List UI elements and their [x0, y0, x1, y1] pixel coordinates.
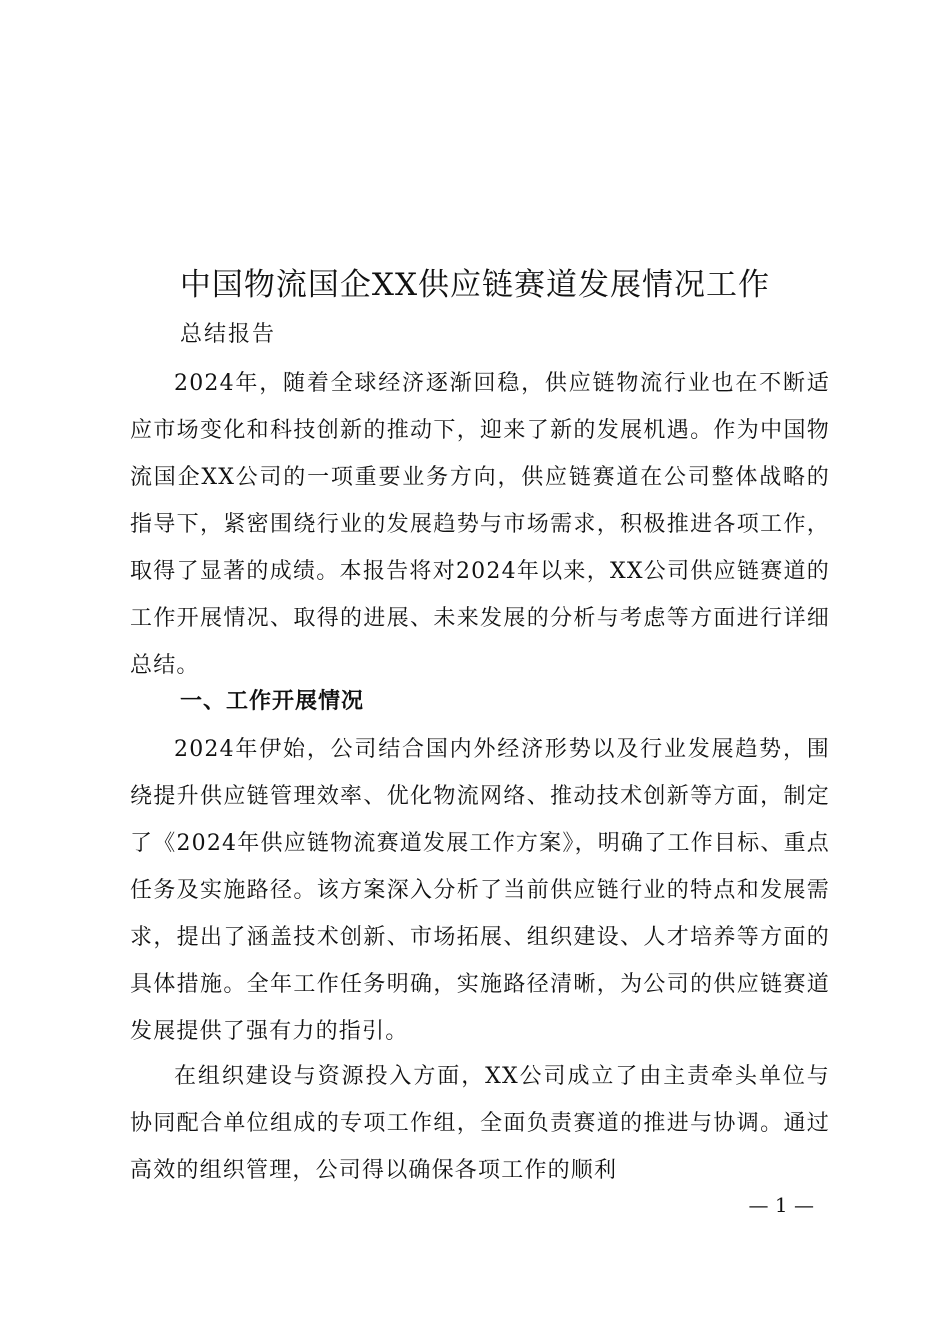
- document-subtitle: 总结报告: [180, 322, 277, 347]
- paragraph-intro: 2024年，随着全球经济逐渐回稳，供应链物流行业也在不断适应市场变化和科技创新的推动下，迎来了新的发展机遇。作为中国物流国企XX公司的一项重要业务方向，供应链赛道在公司整体战略的指导下，紧密围绕行业的发展趋势与市场需求，积极推进各项工作，取得了显著的成绩。本报告将对2024年以来，XX公司供应链赛道的工作开展情况、取得的进展、未来发展的分析与考虑等方面进行详细总结。: [130, 371, 830, 678]
- section-heading: 一、工作开展情况: [180, 689, 365, 714]
- paragraph-organization: 在组织建设与资源投入方面，XX公司成立了由主责牵头单位与协同配合单位组成的专项工作组，全面负责赛道的推进与协调。通过高效的组织管理，公司得以确保各项工作的顺利: [130, 1064, 830, 1183]
- paragraph-work-plan: 2024年伊始，公司结合国内外经济形势以及行业发展趋势，围绕提升供应链管理效率、优化物流网络、推动技术创新等方面，制定了《2024年供应链物流赛道发展工作方案》，明确了工作目标、重点任务及实施路径。该方案深入分析了当前供应链行业的特点和发展需求，提出了涵盖技术创新、市场拓展、组织建设、人才培养等方面的具体措施。全年工作任务明确，实施路径清晰，为公司的供应链赛道发展提供了强有力的指引。: [130, 737, 830, 1044]
- page-number: — 1 —: [748, 1193, 814, 1217]
- document-title: 中国物流国企XX供应链赛道发展情况工作: [179, 267, 771, 303]
